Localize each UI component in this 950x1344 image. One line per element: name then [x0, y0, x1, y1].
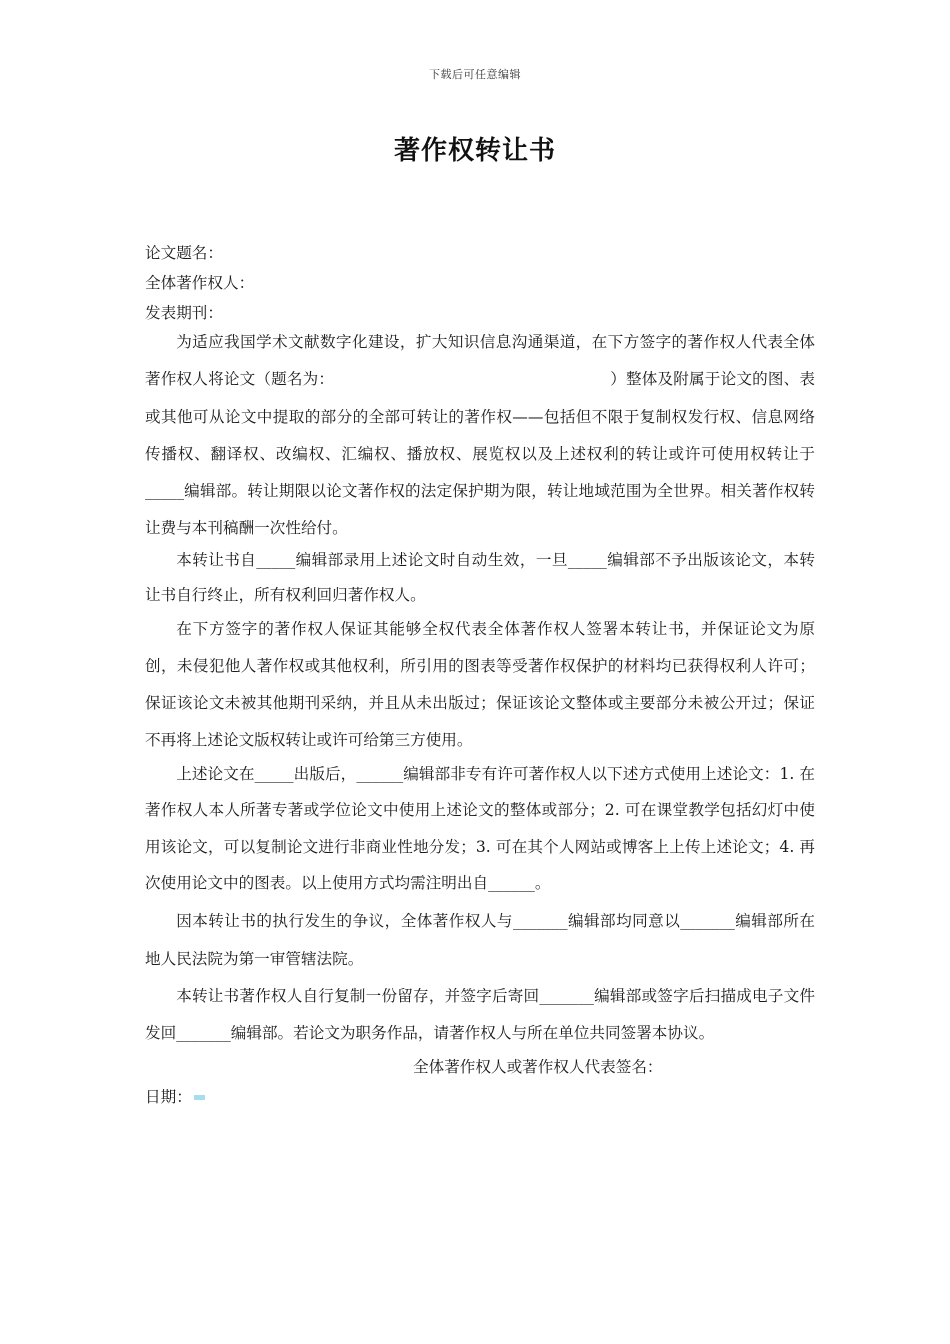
intro-paragraph: 为适应我国学术文献数字化建设，扩大知识信息沟通渠道，在下方签字的著作权人代表全体著作权人将论文（题名为： ）整体及附属于论文的图、表或其他可从论文中提取的部分的全部可转让的著作权——包括但不限于复制权发行权、信息网络传播权、翻译权、改编权、汇编权、播放权、展览权以及上述权利的转让或许可使用权转让于_____编辑部。转让期限以论文著作权的法定保护期为限，转让地域范围为全世界。相关著作权转让费与本刊稿酬一次性给付。 [145, 333, 815, 538]
header-note: 下载后可任意编辑 [429, 68, 521, 81]
paper-title-field: 论文题名： [145, 244, 223, 262]
date-label: 日期： [145, 1087, 192, 1106]
journal-field: 发表期刊： [145, 304, 223, 322]
date-cursor-mark [194, 1095, 205, 1100]
uses-paragraph: 上述论文在_____出版后，______编辑部非专有许可著作权人以下述方式使用上述论文：1. 在著作权人本人所著专著或学位论文中使用上述论文的整体或部分；2. 可在课堂教学包括幻灯中使用该论文，可以复制论文进行非商业性地分发；3. 可在其个人网站或博客上上传上述论文；4. 再次使用论文中的图表。以上使用方式均需注明出自______。 [145, 764, 815, 893]
signature-label: 全体著作权人或著作权人代表签名： [413, 1057, 663, 1076]
document-title: 著作权转让书 [393, 136, 556, 166]
effect-paragraph: 本转让书自_____编辑部录用上述论文时自动生效，一旦_____编辑部不予出版该论文，本转让书自行终止，所有权利回归著作权人。 [145, 550, 815, 604]
date-line [145, 1082, 815, 1112]
document-body [145, 238, 815, 1112]
all-authors-field: 全体著作权人： [145, 274, 255, 292]
warranty-paragraph: 在下方签字的著作权人保证其能够全权代表全体著作权人签署本转让书，并保证论文为原创，未侵犯他人著作权或其他权利，所引用的图表等受著作权保护的材料均已获得权利人许可；保证该论文未被其他期刊采纳，并且从未出版过；保证该论文整体或主要部分未被公开过；保证不再将上述论文版权转让或许可给第三方使用。 [145, 619, 815, 749]
dispute-paragraph: 因本转让书的执行发生的争议，全体著作权人与_______编辑部均同意以_______编辑部所在地人民法院为第一审管辖法院。 [145, 911, 815, 968]
copy-paragraph: 本转让书著作权人自行复制一份留存，并签字后寄回_______编辑部或签字后扫描成电子文件发回_______编辑部。若论文为职务作品，请著作权人与所在单位共同签署本协议。 [145, 986, 815, 1042]
